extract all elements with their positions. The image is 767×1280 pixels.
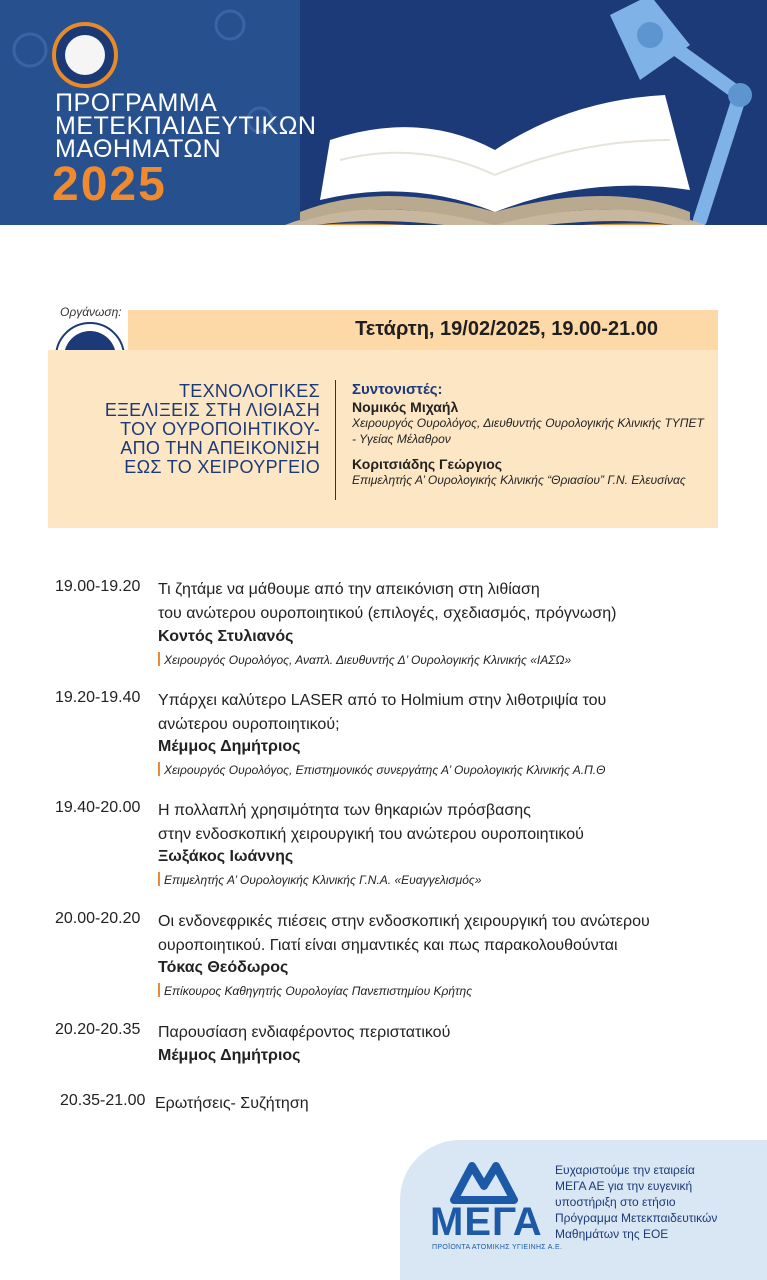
slot-title-line: ανώτερου ουροποιητικού; (158, 716, 340, 733)
coordinators-block (352, 382, 712, 488)
coordinators-heading: Συντονιστές: (352, 381, 443, 398)
topic-line: ΕΞΕΛΙΞΕΙΣ ΣΤΗ ΛΙΘΙΑΣΗ (104, 400, 320, 420)
slot-time: 20.20-20.35 (55, 1021, 141, 1038)
sponsor-brand-sub: ΠΡΟΪΟΝΤΑ ΑΤΟΜΙΚΗΣ ΥΓΙΕΙΝΗΣ Α.Ε. (432, 1244, 563, 1251)
sponsor-thanks (555, 1162, 755, 1242)
title-line: ΜΕΤΕΚΠΑΙΔΕΥΤΙΚΩΝ (55, 112, 317, 140)
thanks-line: Μαθημάτων της ΕΟΕ (555, 1227, 669, 1241)
slot-time: 20.00-20.20 (55, 910, 141, 927)
affiliation-text: Επιμελητής Α’ Ουρολογικής Κλινικής Γ.Ν.Α. «Ευαγγελισμός» (164, 873, 482, 887)
slot-title-line: στην ενδοσκοπική χειρουργική του ανώτερου ουροποιητικού (158, 826, 584, 843)
slot-title-line: Ερωτήσεις- Συζήτηση (155, 1095, 309, 1112)
slot-title-line: Παρουσίαση ενδιαφέροντος περιστατικού (158, 1024, 451, 1041)
slot-affiliation (158, 872, 481, 887)
thanks-line: ΜΕΓΑ ΑΕ για την ευγενική (555, 1179, 693, 1193)
affiliation-text: Χειρουργός Ουρολόγος, Αναπλ. Διευθυντής Δ’ Ουρολογικής Κλινικής «ΙΑΣΩ» (164, 653, 572, 667)
slot-time: 19.20-19.40 (55, 689, 141, 706)
slot-title (158, 799, 738, 847)
association-logo-icon (52, 22, 118, 88)
coordinator-name: Νομικός Μιχαήλ (352, 399, 459, 415)
thanks-line: Πρόγραμμα Μετεκπαιδευτικών (555, 1211, 718, 1225)
slot-speaker: Τόκας Θεόδωρος (158, 959, 289, 976)
thanks-line: Ευχαριστούμε την εταιρεία (555, 1163, 695, 1177)
topic-line: ΕΩΣ ΤΟ ΧΕΙΡΟΥΡΓΕΙΟ (124, 457, 320, 477)
session-topic (60, 382, 320, 477)
coordinator-desc: - Υγείας Μέλαθρον (352, 432, 451, 446)
slot-speaker: Κοντός Στυλιανός (158, 628, 294, 645)
topic-line: ΤΟΥ ΟΥΡΟΠΟΙΗΤΙΚΟΥ- (120, 419, 320, 439)
slot-title (155, 1092, 735, 1116)
thanks-line: υποστήριξη στο ετήσιο (555, 1195, 676, 1209)
title-line: ΜΑΘΗΜΑΤΩΝ (55, 135, 222, 163)
slot-title-line: ουροποιητικού. Γιατί είναι σημαντικές και πως παρακολουθούνται (158, 937, 618, 954)
slot-speaker: Μέμμος Δημήτριος (158, 738, 301, 755)
slot-time: 19.40-20.00 (55, 799, 141, 816)
slot-time: 19.00-19.20 (55, 578, 141, 595)
slot-title (158, 578, 738, 626)
slot-title-line: Τι ζητάμε να μάθουμε από την απεικόνιση στη λιθίαση (158, 581, 540, 598)
program-title (55, 89, 317, 163)
title-line: ΠΡΟΓΡΑΜΜΑ (55, 89, 218, 117)
organizer-label: Οργάνωση: (60, 305, 122, 319)
slot-speaker: Μέμμος Δημήτριος (158, 1047, 301, 1064)
slot-title-line: Οι ενδονεφρικές πιέσεις στην ενδοσκοπική χειρουργική του ανώτερου (158, 913, 650, 930)
coordinator-desc: Χειρουργός Ουρολόγος, Διευθυντής Ουρολογικής Κλινικής ΤΥΠΕΤ (352, 416, 704, 430)
date-bar (128, 310, 718, 350)
slot-title (158, 1021, 738, 1045)
event-date: Τετάρτη, 19/02/2025, 19.00-21.00 (355, 318, 658, 340)
slot-title-line: Υπάρχει καλύτερο LASER από το Holmium στην λιθοτριψία του (158, 692, 607, 709)
panel-divider (335, 380, 336, 500)
coordinator-name: Κοριτσιάδης Γεώργιος (352, 456, 503, 472)
slot-affiliation (158, 983, 472, 998)
topic-line: ΤΕΧΝΟΛΟΓΙΚΕΣ (179, 381, 320, 401)
slot-affiliation (158, 652, 571, 667)
slot-speaker: Ξωξάκος Ιωάννης (158, 848, 294, 865)
slot-affiliation (158, 762, 605, 777)
header-banner (0, 0, 767, 225)
slot-time: 20.35-21.00 (60, 1092, 146, 1109)
slot-title (158, 910, 738, 958)
topic-line: ΑΠΟ ΤΗΝ ΑΠΕΙΚΟΝΙΣΗ (120, 438, 320, 458)
slot-title-line: του ανώτερου ουροποιητικού (επιλογές, σχεδιασμός, πρόγνωση) (158, 605, 617, 622)
slot-title-line: Η πολλαπλή χρησιμότητα των θηκαριών πρόσβασης (158, 802, 531, 819)
affiliation-text: Χειρουργός Ουρολόγος, Επιστημονικός συνεργάτης Α’ Ουρολογικής Κλινικής Α.Π.Θ (164, 763, 606, 777)
coordinator-desc: Επιμελητής Α’ Ουρολογικής Κλινικής “Θριασίου” Γ.Ν. Ελευσίνας (352, 473, 686, 487)
affiliation-text: Επίκουρος Καθηγητής Ουρολογίας Πανεπιστημίου Κρήτης (164, 984, 473, 998)
sponsor-brand: ΜΕΓΑ (430, 1200, 543, 1244)
slot-title (158, 689, 738, 737)
program-year: 2025 (52, 158, 167, 211)
